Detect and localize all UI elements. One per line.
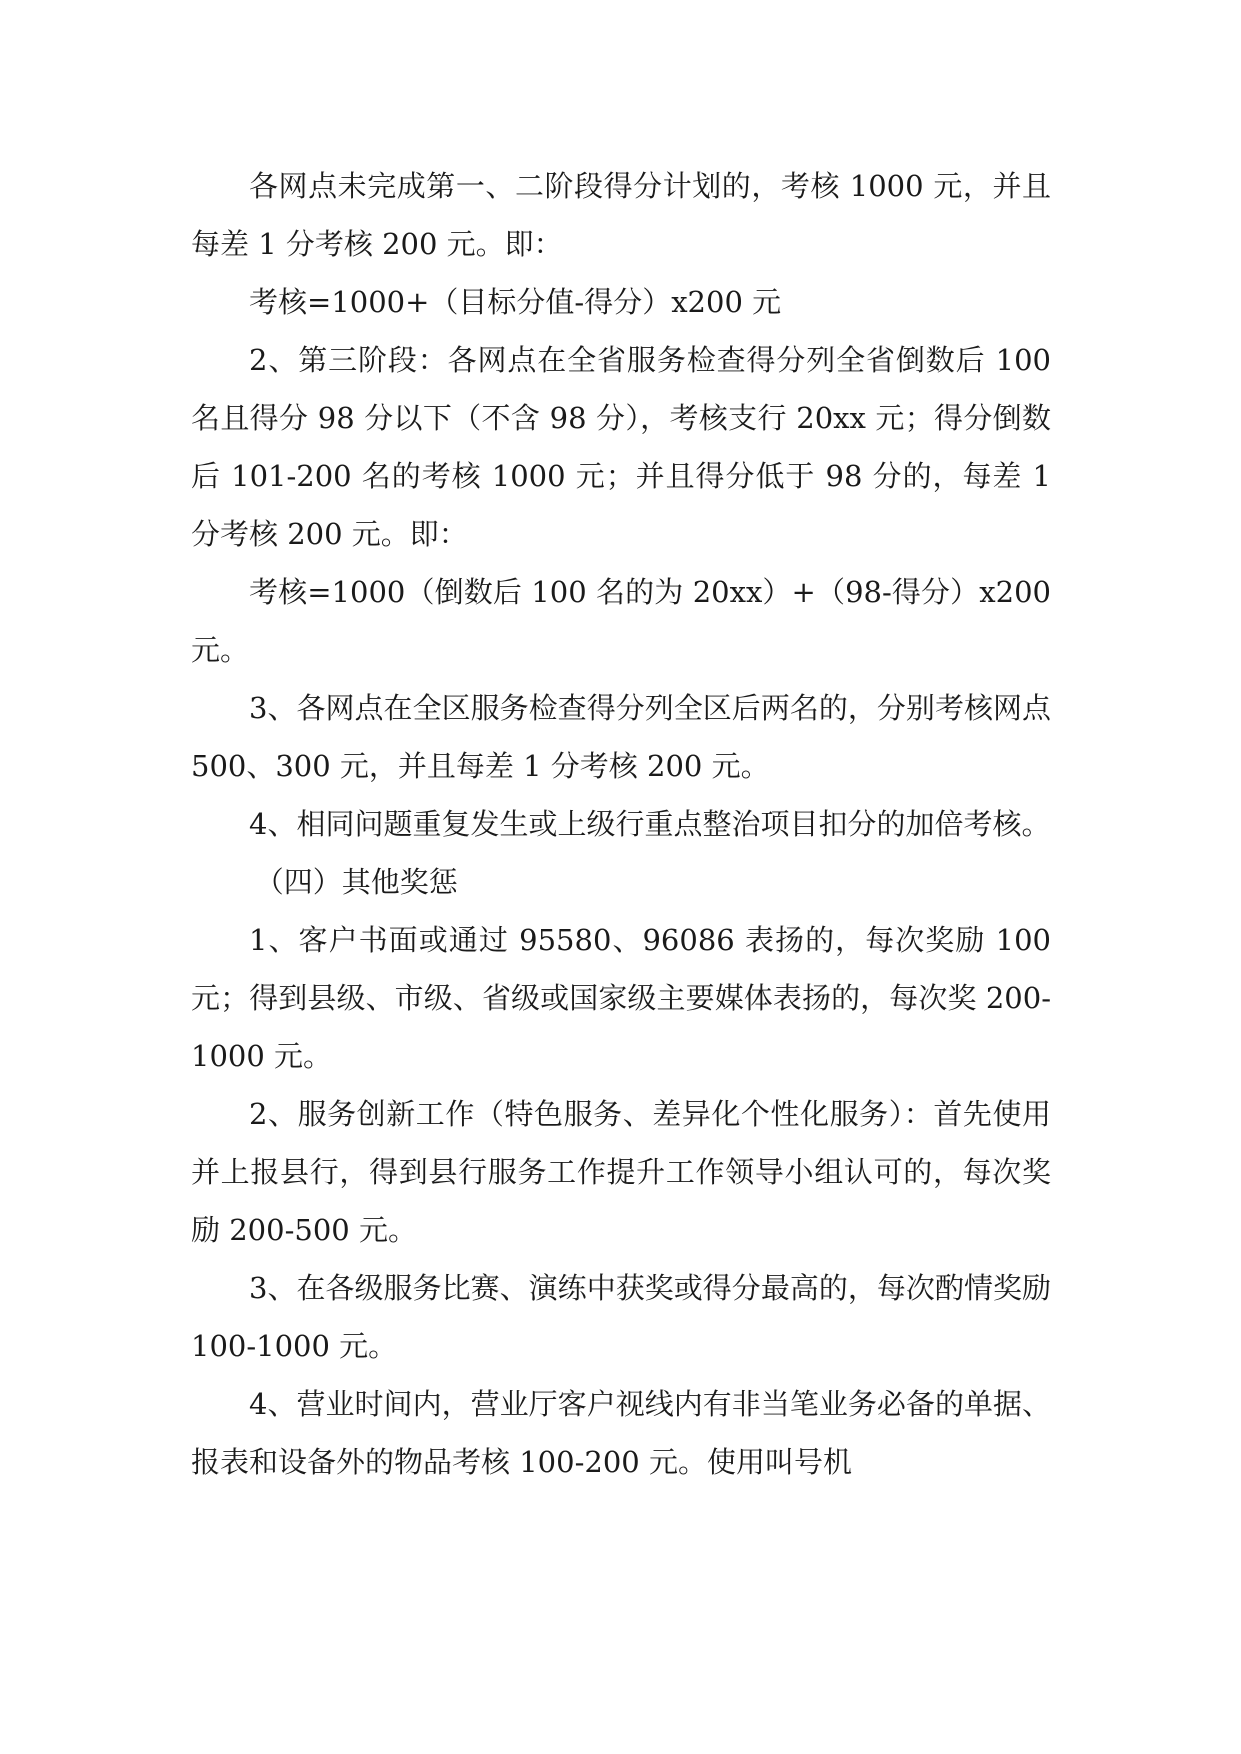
paragraph-reward-3: 3、在各级服务比赛、演练中获奖或得分最高的，每次酌情奖励 100-1000 元。 (191, 1271, 1051, 1363)
paragraph-stage-three: 2、第三阶段：各网点在全省服务检查得分列全省倒数后 100 名且得分 98 分以下（不含 98 分），考核支行 20xx 元；得分倒数后 101-200 名的考核 1000 元；并且得分低于 98 分的，每差 1 分考核 200 元。即： (191, 343, 1051, 551)
section-heading-other-rewards: （四）其他奖惩 (254, 865, 458, 899)
paragraph-reward-4: 4、营业时间内，营业厅客户视线内有非当笔业务必备的单据、报表和设备外的物品考核 100-200 元。使用叫号机 (191, 1387, 1051, 1479)
paragraph-formula-one: 考核=1000+（目标分值-得分）x200 元 (249, 285, 782, 319)
paragraph-item-3: 3、各网点在全区服务检查得分列全区后两名的，分别考核网点 500、300 元，并且每差 1 分考核 200 元。 (191, 691, 1051, 783)
paragraph-formula-two: 考核=1000（倒数后 100 名的为 20xx）+（98-得分）x200 元。 (191, 575, 1051, 667)
paragraph-stage-one-two: 各网点未完成第一、二阶段得分计划的，考核 1000 元，并且每差 1 分考核 200 元。即： (191, 169, 1051, 261)
paragraph-reward-1: 1、客户书面或通过 95580、96086 表扬的，每次奖励 100 元；得到县级、市级、省级或国家级主要媒体表扬的，每次奖 200-1000 元。 (191, 923, 1051, 1073)
paragraph-item-4: 4、相同问题重复发生或上级行重点整治项目扣分的加倍考核。 (249, 807, 1051, 841)
document-body (191, 157, 1051, 1491)
paragraph-reward-2: 2、服务创新工作（特色服务、差异化个性化服务）：首先使用并上报县行，得到县行服务工作提升工作领导小组认可的，每次奖励 200-500 元。 (191, 1097, 1051, 1247)
